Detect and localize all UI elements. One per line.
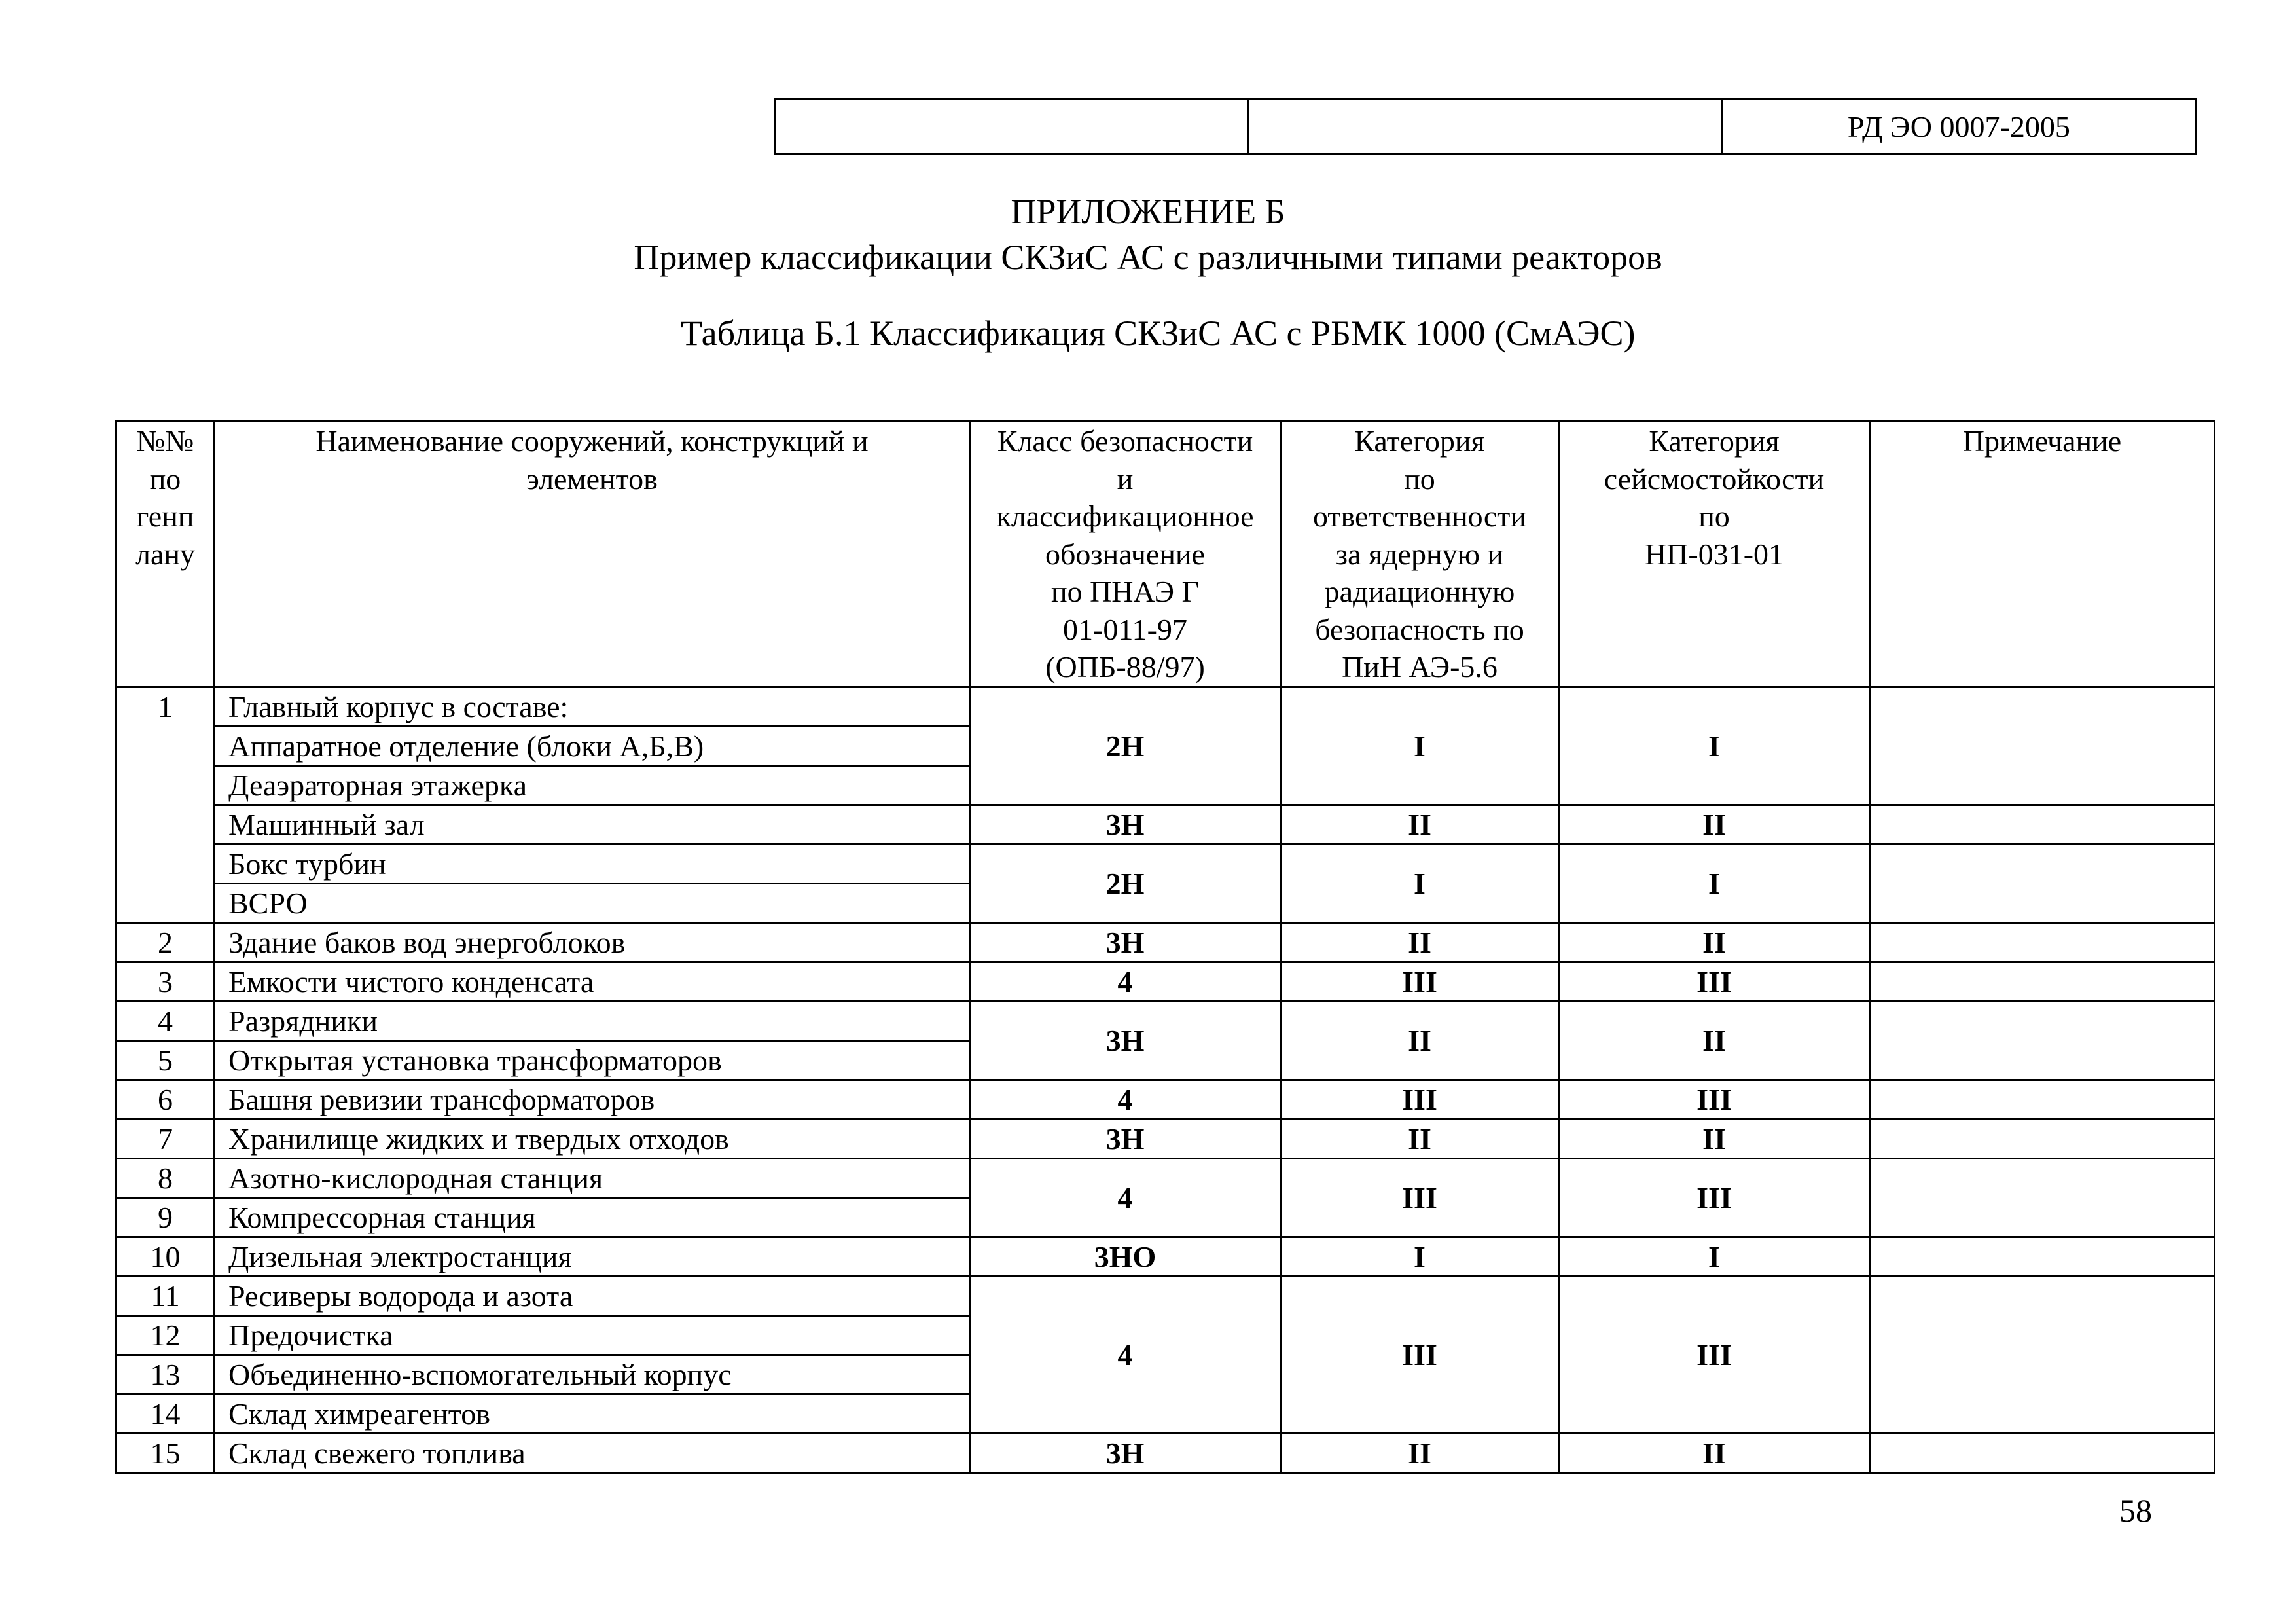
seismic-category: II — [1559, 1433, 1870, 1472]
row-number: 10 — [117, 1237, 215, 1276]
note-cell — [1870, 1119, 2215, 1158]
responsibility-category: III — [1281, 1080, 1559, 1119]
safety-class: 2Н — [970, 687, 1281, 805]
safety-class: 3Н — [970, 1433, 1281, 1472]
safety-class: 3Н — [970, 1119, 1281, 1158]
table-row — [117, 1119, 2215, 1158]
header-line: Категория — [1649, 424, 1780, 458]
header-line: Класс безопасности — [997, 424, 1253, 458]
table-row — [117, 844, 2215, 883]
safety-class: 2Н — [970, 844, 1281, 922]
header-line: ответственности — [1313, 500, 1526, 533]
row-number: 12 — [117, 1315, 215, 1355]
note-cell — [1870, 1158, 2215, 1237]
header-line: (ОПБ-88/97) — [1045, 650, 1205, 684]
seismic-category: III — [1559, 1158, 1870, 1237]
table-row — [117, 922, 2215, 962]
row-name: ВСРО — [215, 883, 970, 922]
header-line: за ядерную и — [1335, 537, 1504, 571]
header-name — [215, 422, 970, 687]
responsibility-category: II — [1281, 1433, 1559, 1472]
row-number: 11 — [117, 1276, 215, 1315]
row-number: 2 — [117, 922, 215, 962]
header-cell-2 — [1249, 100, 1722, 154]
row-name: Хранилище жидких и твердых отходов — [215, 1119, 970, 1158]
table-row — [117, 1276, 2215, 1315]
seismic-category: III — [1559, 1276, 1870, 1433]
table-row — [117, 1237, 2215, 1276]
responsibility-category: III — [1281, 1276, 1559, 1433]
note-cell — [1870, 962, 2215, 1001]
row-number: 8 — [117, 1158, 215, 1197]
responsibility-category: III — [1281, 1158, 1559, 1237]
header-responsibility — [1281, 422, 1559, 687]
responsibility-category: II — [1281, 1001, 1559, 1080]
header-line: по — [1698, 500, 1730, 533]
row-name: Разрядники — [215, 1001, 970, 1040]
responsibility-category: III — [1281, 962, 1559, 1001]
row-number: 5 — [117, 1040, 215, 1080]
table-row — [117, 1158, 2215, 1197]
row-name: Объединенно-вспомогательный корпус — [215, 1355, 970, 1394]
row-name: Компрессорная станция — [215, 1197, 970, 1237]
header-line: по ПНАЭ Г — [1050, 575, 1200, 608]
row-name: Открытая установка трансформаторов — [215, 1040, 970, 1080]
row-name: Бокс турбин — [215, 844, 970, 883]
header-line: Категория — [1354, 424, 1485, 458]
classification-table — [115, 420, 2215, 1474]
row-name: Склад свежего топлива — [215, 1433, 970, 1472]
row-number: 9 — [117, 1197, 215, 1237]
header-line: №№ — [136, 424, 194, 458]
responsibility-category: I — [1281, 1237, 1559, 1276]
row-name: Главный корпус в составе: — [215, 687, 970, 726]
table-header-row — [117, 422, 2215, 687]
row-number: 14 — [117, 1394, 215, 1433]
note-cell — [1870, 687, 2215, 805]
note-cell — [1870, 1433, 2215, 1472]
appendix-subtitle: Пример классификации СКЗиС АС с различными типами реакторов — [634, 238, 1662, 277]
note-cell — [1870, 1080, 2215, 1119]
header-line: Наименование сооружений, конструкций и — [315, 424, 869, 458]
table-row — [117, 687, 2215, 726]
header-line: сейсмостойкости — [1604, 462, 1825, 496]
header-safety-class — [970, 422, 1281, 687]
row-number: 13 — [117, 1355, 215, 1394]
table-row — [117, 1080, 2215, 1119]
table-row — [117, 805, 2215, 844]
row-name: Здание баков вод энергоблоков — [215, 922, 970, 962]
safety-class: 3Н — [970, 805, 1281, 844]
row-name: Аппаратное отделение (блоки А,Б,В) — [215, 726, 970, 765]
seismic-category: II — [1559, 1001, 1870, 1080]
seismic-category: I — [1559, 844, 1870, 922]
row-number: 15 — [117, 1433, 215, 1472]
responsibility-category: II — [1281, 1119, 1559, 1158]
row-number: 7 — [117, 1119, 215, 1158]
header-line: лану — [135, 537, 195, 571]
seismic-category: II — [1559, 805, 1870, 844]
header-line: обозначение — [1045, 537, 1205, 571]
header-cell-1 — [776, 100, 1249, 154]
row-number: 4 — [117, 1001, 215, 1040]
header-line: классификационное — [996, 500, 1254, 533]
header-line: безопасность по — [1315, 612, 1524, 646]
safety-class: 4 — [970, 962, 1281, 1001]
note-cell — [1870, 1276, 2215, 1433]
appendix-title: ПРИЛОЖЕНИЕ Б — [1011, 192, 1285, 231]
page-number: 58 — [2119, 1492, 2152, 1529]
header-note — [1870, 422, 2215, 687]
seismic-category: II — [1559, 1119, 1870, 1158]
safety-class: 4 — [970, 1080, 1281, 1119]
row-number: 1 — [117, 687, 215, 922]
row-name: Ресиверы водорода и азота — [215, 1276, 970, 1315]
row-name: Дизельная электростанция — [215, 1237, 970, 1276]
row-name: Емкости чистого конденсата — [215, 962, 970, 1001]
row-name: Предочистка — [215, 1315, 970, 1355]
row-number: 3 — [117, 962, 215, 1001]
row-name: Азотно-кислородная станция — [215, 1158, 970, 1197]
row-number: 6 — [117, 1080, 215, 1119]
note-cell — [1870, 1001, 2215, 1080]
safety-class: 3Н — [970, 1001, 1281, 1080]
safety-class: 3Н — [970, 922, 1281, 962]
header-line: и — [1117, 462, 1134, 496]
header-line: элементов — [526, 462, 658, 496]
header-line: НП-031-01 — [1644, 537, 1784, 571]
table-row — [117, 1433, 2215, 1472]
responsibility-category: I — [1281, 844, 1559, 922]
document-code: РД ЭО 0007-2005 — [1722, 100, 2195, 154]
table-row — [117, 962, 2215, 1001]
header-line: ПиН АЭ-5.6 — [1342, 650, 1498, 684]
table-row — [117, 1001, 2215, 1040]
seismic-category: II — [1559, 922, 1870, 962]
document-header-table — [774, 98, 2197, 155]
header-line: генп — [136, 500, 194, 533]
header-line: по — [1404, 462, 1435, 496]
header-line: по — [149, 462, 181, 496]
responsibility-category: II — [1281, 805, 1559, 844]
responsibility-category: II — [1281, 922, 1559, 962]
header-seismic — [1559, 422, 1870, 687]
note-cell — [1870, 844, 2215, 922]
note-cell — [1870, 922, 2215, 962]
header-line: радиационную — [1324, 575, 1515, 608]
row-name: Машинный зал — [215, 805, 970, 844]
safety-class: 4 — [970, 1276, 1281, 1433]
safety-class: 3НО — [970, 1237, 1281, 1276]
row-name: Склад химреагентов — [215, 1394, 970, 1433]
seismic-category: I — [1559, 1237, 1870, 1276]
row-name: Башня ревизии трансформаторов — [215, 1080, 970, 1119]
table-caption: Таблица Б.1 Классификация СКЗиС АС с РБМК 1000 (СмАЭС) — [681, 314, 1636, 353]
note-cell — [1870, 805, 2215, 844]
header-line: 01-011-97 — [1063, 612, 1187, 646]
responsibility-category: I — [1281, 687, 1559, 805]
safety-class: 4 — [970, 1158, 1281, 1237]
header-num — [117, 422, 215, 687]
row-name: Деаэраторная этажерка — [215, 765, 970, 805]
seismic-category: III — [1559, 962, 1870, 1001]
note-cell — [1870, 1237, 2215, 1276]
seismic-category: I — [1559, 687, 1870, 805]
header-line: Примечание — [1962, 424, 2122, 458]
seismic-category: III — [1559, 1080, 1870, 1119]
